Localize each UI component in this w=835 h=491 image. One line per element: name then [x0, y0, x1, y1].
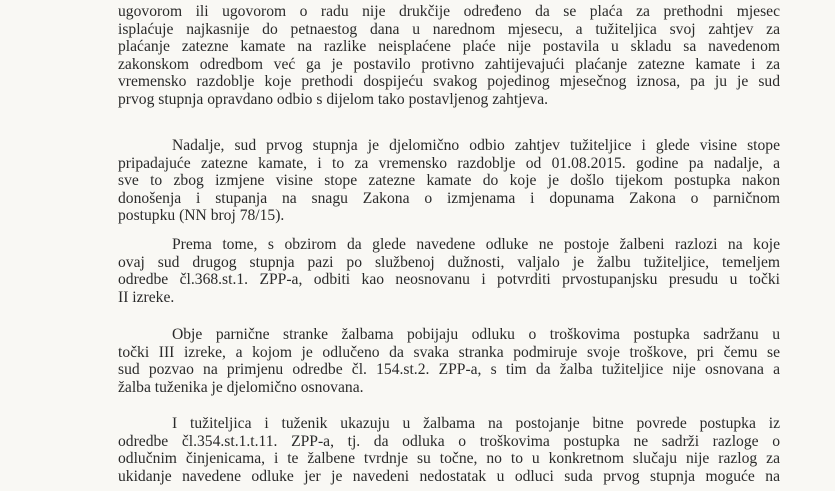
paragraph-4	[118, 326, 780, 396]
text-line: isplaćuje najkasnije do petnaestog dana u narednom mjesecu, a tužiteljica svoj zahtjev za	[118, 20, 780, 38]
text-line: pripadajuće zatezne kamate, i to za vremensko razdoblje od 01.08.2015. godine pa nadalje, a	[118, 154, 780, 172]
text-line: donošenja i stupanja na snagu Zakona o izmjenama i dopunama Zakona o parničnom	[118, 189, 780, 207]
text-line: sve to zbog izmjene visine stope zatezne kamate do koje je došlo tijekom postupka nakon	[118, 172, 780, 190]
text-line: Obje parnične stranke žalbama pobijaju odluku o troškovima postupka sadržanu u	[172, 326, 780, 343]
text-line: odredbe čl.354.st.1.t.11. ZPP-a, tj. da odluka o troškovima postupka ne sadrži razloge o	[118, 432, 780, 450]
text-line: ugovorom ili ugovorom o radu nije drukčije određeno da se plaća za prethodni mjesec	[118, 3, 780, 20]
text-line: postupku (NN broj 78/15).	[118, 207, 285, 225]
text-line: točki III izreke, a kojom je odlučeno da svaka stranka podmiruje svoje troškove, pri čemu se	[118, 343, 780, 361]
paragraph-2	[118, 137, 780, 225]
text-line: plaćanje zatezne kamate na razlike neisplaćene plaće nije postavila u skladu sa navedenom	[118, 38, 780, 56]
paragraph-1	[118, 3, 780, 109]
text-line: odredbe čl.368.st.1. ZPP-a, odbiti kao neosnovanu i potvrditi prvostupanjsku presudu u točki	[118, 271, 780, 289]
paragraph-3	[118, 236, 780, 306]
text-line: žalba tuženika je djelomično osnovana.	[118, 378, 364, 396]
text-line: ukidanje navedene odluke jer je navedeni nedostatak u odluci suda prvog stupnja moguće na	[118, 467, 780, 485]
text-line: Nadalje, sud prvog stupnja je djelomično odbio zahtjev tužiteljice i glede visine stope	[172, 137, 780, 154]
text-line: II izreke.	[118, 288, 175, 306]
text-line: prvog stupnja opravdano odbio s dijelom tako postavljenog zahtjeva.	[118, 90, 549, 108]
text-line: I tužiteljica i tuženik ukazuju u žalbama na postojanje bitne povrede postupka iz	[172, 415, 780, 432]
paragraph-5	[118, 415, 780, 485]
text-line: zakonskom odredbom već ga je postavilo protivno zahtijevajući plaćanje zatezne kamate i za	[118, 55, 780, 73]
text-line: ovaj sud drugog stupnja pazi po službenoj dužnosti, valjalo je žalbu tužiteljice, temeljem	[118, 253, 780, 271]
text-line: vremensko razdoblje koje prethodi dospijeću svakog pojedinog mjesečnog iznosa, pa ju je sud	[118, 73, 780, 91]
text-line: sud pozvao na primjenu odredbe čl. 154.st.2. ZPP-a, s tim da žalba tužiteljice nije osnovana a	[118, 361, 780, 379]
text-line: Prema tome, s obzirom da glede navedene odluke ne postoje žalbeni razlozi na koje	[172, 236, 780, 253]
text-line: odlučnim činjenicama, i te žalbene tvrdnje su točne, no to u konkretnom slučaju nije razlog za	[118, 450, 780, 468]
